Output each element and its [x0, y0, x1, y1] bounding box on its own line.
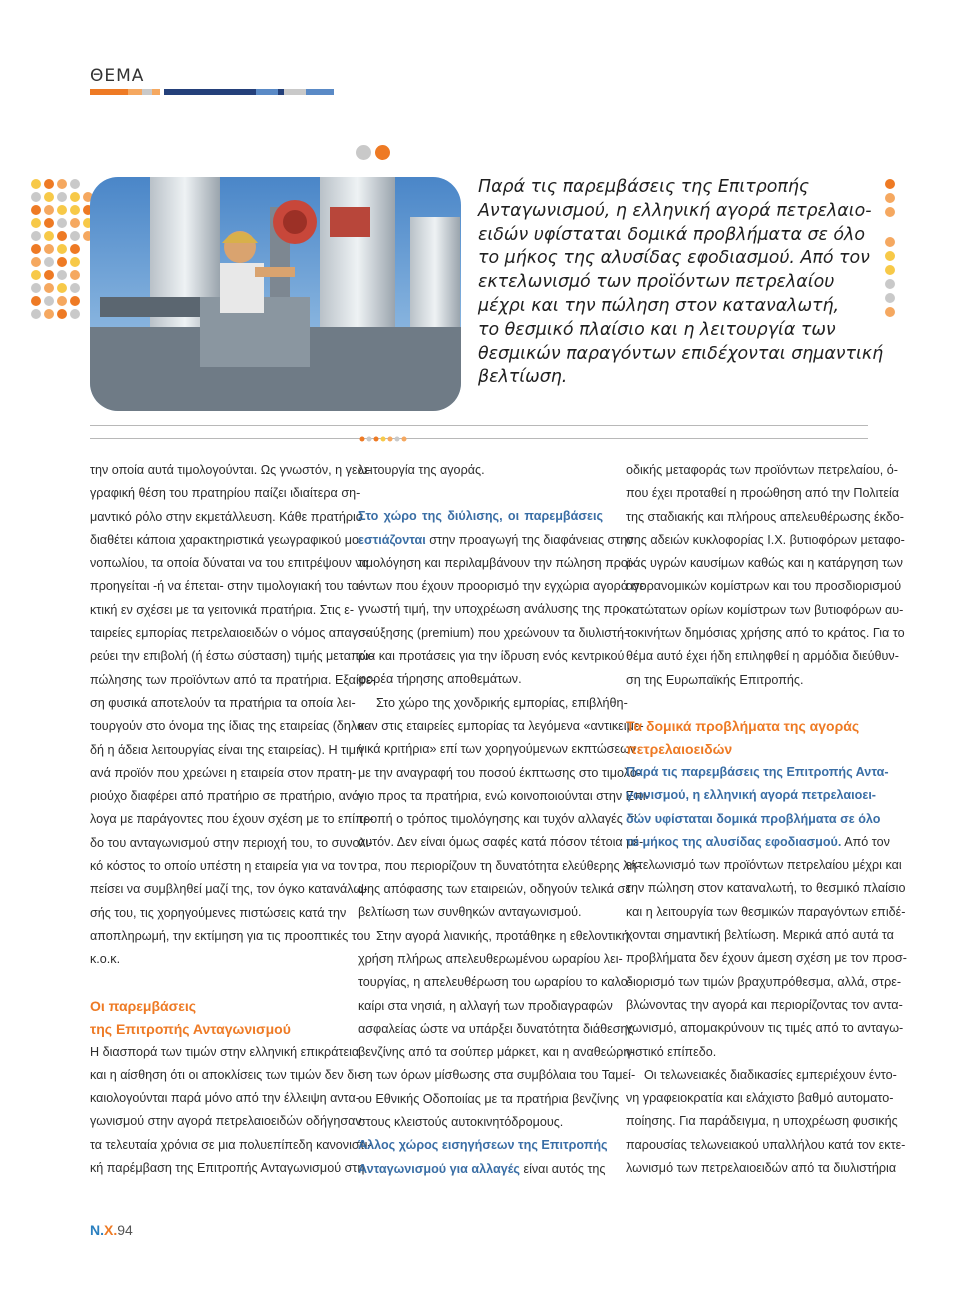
lead-in-bold: Άλλος χώρος εισηγήσεων της Επιτροπής: [358, 1138, 608, 1153]
text-line: ασφαλείας ώστε να υπάρξει δυνατότητα διάθεσης: [358, 1021, 634, 1036]
text-line: ση της Ευρωπαϊκής Επιτροπής.: [626, 672, 804, 687]
text-line: ση των όρων μίσθωσης στα συμβόλαια του Ταμεί-: [358, 1068, 636, 1083]
text-line: νοπωλίου, τα οποία δύναται να του επιτρέψουν να: [90, 556, 369, 571]
divider-bottom: [90, 438, 868, 439]
text-line: κτική εν σχέσει με τα γειτονικά πρατήρια. Στις ε-: [90, 602, 355, 617]
lead-line: Ανταγωνισμού, η ελληνική αγορά πετρελαιο-: [478, 200, 872, 221]
text-line: Η διασπορά των τιμών στην ελληνική επικράτεια: [90, 1044, 360, 1059]
column-1: [90, 459, 376, 1180]
section-heading: Τα δομικά προβλήματα της αγοράς: [626, 717, 860, 734]
text-line: πείσει να συμβληθεί μαζί της, τον όγκο κατανάλω-: [90, 882, 368, 897]
text-line: μαντικό ρόλο στην εκμετάλλευση. Κάθε πρατήριο: [90, 509, 363, 524]
right-dot-column: [884, 178, 898, 328]
bold-intro-line: Παρά τις παρεμβάσεις της Επιτροπής Αντα-: [626, 764, 889, 779]
bold-intro-line: δών υφίσταται δομικά προβλήματα σε όλο: [626, 811, 881, 826]
text-line: της σταδιακής και πλήρους απελευθέρωσης έκδο-: [626, 509, 904, 524]
text-line: οδικής μεταφοράς των προϊόντων πετρελαίου, ό-: [626, 463, 898, 477]
text-line: λειτουργία της αγοράς.: [358, 463, 485, 477]
text-line: διαθέτει κάποια χαρακτηριστικά γεωγραφικού μο-: [90, 532, 364, 547]
text-line: που έχει προταθεί η προώθηση από την Πολιτεία: [626, 486, 900, 501]
text-line: καίρι στα νησιά, η αλλαγή των προδιαγραφών: [358, 998, 613, 1013]
lead-line: το μήκος της αλυσίδας εφοδιασμού. Από τον: [478, 248, 870, 269]
text-line: λογα με παράγοντες που έχουν σχέση με το επίπε-: [90, 812, 374, 827]
page-number-prefix: Χ.: [104, 1222, 118, 1238]
text-line: ριούχο διαφέρει από πρατήριο σε πρατήριο, ανά-: [90, 789, 364, 804]
refinery-worker-photo: [90, 177, 461, 411]
text-line: ου Εθνικής Οδοποιίας με τα πρατήρια βενζίνης: [358, 1091, 620, 1106]
text-line: σης αδειών κυκλοφορίας Ι.Χ. βυτιοφόρων μεταφο-: [626, 532, 905, 547]
text-line: αυτόν. Δεν είναι όμως σαφές κατά πόσον τέτοια μέ-: [358, 835, 644, 850]
text-line: κ.ο.κ.: [90, 952, 121, 967]
text-line: ση φυσικά αποτελούν τα πρατήρια τα οποία λει-: [90, 695, 356, 710]
bold-intro-line: γωνισμού, η ελληνική αγορά πετρελαιοει-: [626, 788, 877, 803]
deco-dot: [356, 145, 371, 160]
section-label: ΘΕΜΑ: [90, 66, 145, 86]
deco-dot: [375, 145, 390, 160]
text-line: παρουσίας τελωνειακού υπαλλήλου κατά τον εκτε-: [626, 1137, 906, 1152]
lead-line: μέχρι και την πώληση στον καταναλωτή,: [478, 295, 840, 316]
text-line: κή παρέμβαση της Επιτροπής Ανταγωνισμού στη: [90, 1161, 365, 1176]
text-line: φορέα τήρησης αποθεμάτων.: [358, 672, 522, 687]
text-line: [358, 1158, 606, 1181]
text-line: ράς υγρών καυσίμων καθώς και η κατάργηση των: [626, 556, 903, 571]
text-line: βλώνοντας την αγορά και περιορίζοντας τον αντα-: [626, 997, 903, 1012]
lead-line: ειδών υφίσταται δομικά προβλήματα σε όλο: [478, 224, 865, 245]
text-line: βενζίνης από τα σούπερ μάρκετ, και η αναθεώρη-: [358, 1045, 635, 1060]
text-line: γραφική θέση του πρατηρίου παίζει ιδιαίτερα ση-: [90, 486, 361, 501]
text-line: λωνισμό των πετρελαιοειδών από τα διυλιστήρια: [626, 1161, 897, 1176]
text-line: με την αναγραφή του ποσού έκπτωσης στο τιμολό-: [358, 765, 642, 780]
text-line: προηγείται -ή να έπεται- στην τιμολογιακή του τα-: [90, 579, 364, 594]
text-line: τουργούν στο όνομα της ίδιας της εταιρείας (δηλα-: [90, 719, 369, 734]
text-line: ανά προϊόν που χρεώνει η εταιρεία στον πρατη-: [90, 765, 357, 780]
text-line: Οι τελωνειακές διαδικασίες εμπεριέχουν έντο-: [644, 1067, 897, 1082]
text-line: στους κλειστούς αυτοκινητόδρομους.: [358, 1115, 564, 1130]
text-line: προβλήματα δεν έχουν άμεση σχέση με τον προσ-: [626, 951, 907, 966]
text-line: την πώληση στον καταναλωτή, το θεσμικό πλαίσιο: [626, 881, 906, 896]
text-line: νιστικό επίπεδο.: [626, 1044, 717, 1059]
text-run: είναι αυτός της: [519, 1161, 606, 1176]
text-line: τρα, που περιορίζουν τη δυνατότητα ελεύθερης λή-: [358, 858, 641, 873]
section-heading: της Επιτροπής Ανταγωνισμού: [90, 1020, 291, 1037]
text-line: τουργίας, η απελευθέρωση του ωραρίου το καλο-: [358, 975, 632, 990]
text-line: Στην αγορά λιανικής, προτάθηκε η εθελοντική: [376, 928, 629, 943]
section-heading: Οι παρεμβάσεις: [90, 997, 197, 1014]
text-run: στην προαγωγή της διαφάνειας στην: [425, 532, 634, 547]
text-line: δή η άδεια λειτουργίας είναι της εταιρείας). Η τιμή: [90, 742, 364, 757]
text-line: Στο χώρο της χονδρικής εμπορίας, επιβλήθη-: [376, 695, 628, 710]
text-line: χονται σημαντική βελτίωση. Μερικά από αυτά τα: [626, 928, 894, 943]
section-heading: πετρελαιοειδών: [626, 740, 733, 757]
lead-line: βελτίωση.: [478, 367, 568, 388]
page-number: [90, 1222, 133, 1238]
text-line: δο του ανταγωνισμού στην περιοχή του, το συνολι-: [90, 835, 373, 850]
text-line: [626, 831, 890, 854]
text-line: [358, 529, 634, 552]
text-line: κό κόστος το οποίο υπέστη η εταιρεία για να τον: [90, 859, 357, 874]
text-line: νη γραφειοκρατία και ελάχιστο βαθμό αυτοματο-: [626, 1091, 894, 1106]
lead-in-bold: εστιάζονται: [358, 532, 426, 547]
page-number-prefix: Ν.: [90, 1222, 104, 1238]
text-line: χρήση πλήρως απελευθερωμένου ωραρίου λει-: [358, 951, 623, 966]
text-line: καιολογούνται παρά μόνο από την έλλειψη αντα-: [90, 1091, 360, 1106]
text-line: γιο προς τα πρατήρια, ενώ κοινοποιούνται στην Επι-: [358, 788, 650, 803]
text-line: γωνισμό, απομακρύνουν τις τιμές από το ανταγω-: [626, 1021, 904, 1036]
text-run: Από τον: [841, 834, 890, 849]
lead-line: το θεσμικό πλαίσιο και η λειτουργία των: [478, 319, 836, 340]
page-number-value: 94: [117, 1222, 133, 1238]
text-line: ρια και προτάσεις για την ίδρυση ενός κεντρικού: [358, 649, 625, 664]
lead-line: Παρά τις παρεμβάσεις της Επιτροπής: [478, 177, 810, 197]
text-line: εκτελωνισμό των προϊόντων πετρελαίου μέχρι και: [626, 858, 902, 873]
text-line: τα τελευταία χρόνια σε μια πολυεπίπεδη κανονιστι-: [90, 1137, 372, 1152]
text-line: βελτίωση των συνθηκών ανταγωνισμού.: [358, 905, 582, 920]
text-line: καν στις εταιρείες εμπορίας τα λεγόμενα «αντικειμε-: [358, 718, 644, 733]
text-line: κατώτατων ορίων κομίστρων των βυτιοφόρων αυ-: [626, 602, 904, 617]
text-line: σής του, τις χορηγούμενες πιστώσεις κατά την: [90, 905, 347, 920]
text-line: ρεύει την επιβολή (ή έστω σύσταση) τιμής μεταπώ-: [90, 649, 374, 664]
lead-in-bold: Ανταγωνισμού για αλλαγές: [358, 1161, 520, 1176]
text-line: τοκινήτων δημόσιας χρήσης από το κράτος. Για το: [626, 626, 905, 641]
text-line: [358, 1134, 608, 1157]
text-line: διορισμό των τιμών βραχυπρόθεσμα, αλλά, στρε-: [626, 974, 902, 989]
text-line: ταιρείες εμπορίας πετρελαιοειδών ο νόμος απαγο-: [90, 626, 370, 641]
lead-in-bold: Στο χώρο της διύλισης, οι παρεμβάσεις: [358, 509, 603, 524]
text-line: [358, 505, 603, 528]
text-line: πώλησης των προϊόντων από τα πρατήρια. Εξαίρε-: [90, 672, 376, 687]
lead-line: θεσμικών παραγόντων επιδέχονται σημαντική: [478, 343, 884, 364]
text-line: ποίησης. Για παράδειγμα, η υποχρέωση φυσικής: [626, 1114, 898, 1129]
divider-dots: [359, 430, 409, 438]
column-2: [358, 459, 650, 1181]
color-strip: [90, 89, 334, 95]
text-line: τιμολόγηση και περιλαμβάνουν την πώληση προϊ-: [358, 555, 635, 570]
text-line: γνωστή τιμή, την υποχρέωση ανάλυσης της προ-: [358, 602, 631, 617]
text-line: την οποία αυτά τιμολογούνται. Ως γνωστόν, η γεω-: [90, 463, 372, 477]
text-line: όντων που έχουν προορισμό την εγχώρια αγορά σε: [358, 579, 645, 594]
text-line: σαύξησης (premium) που χρεώνουν τα διυλιστή-: [358, 625, 629, 640]
divider-top: [90, 425, 868, 426]
text-line: θέμα αυτό έχει ήδη επιληφθεί η αρμόδια διεύθυν-: [626, 649, 899, 664]
text-line: γωνισμού στην αγορά πετρελαιοειδών οδήγησαν: [90, 1114, 362, 1129]
bold-intro-line: το μήκος της αλυσίδας εφοδιασμού.: [626, 834, 842, 849]
text-line: ψης απόφασης των εταιρειών, οδηγούν τελικά σε: [358, 882, 631, 897]
text-line: τροπή ο τρόπος τιμολόγησης και τυχόν αλλαγές σ': [358, 812, 637, 827]
text-line: αγορανομικών κομίστρων και του προσδιορισμού: [626, 579, 902, 594]
text-line: αποπληρωμή, την εκτίμηση για τις προοπτικές του: [90, 928, 371, 943]
column-3: [626, 459, 907, 1180]
text-line: και η αίσθηση ότι οι αποκλίσεις των τιμών δεν δι-: [90, 1067, 362, 1082]
text-line: νικά κριτήρια» επί των χορηγούμενων εκπτώσεων: [358, 742, 637, 757]
text-line: και η λειτουργία των θεσμικών παραγόντων επιδέ-: [626, 904, 906, 919]
lead-line: εκτελωνισμό των προϊόντων πετρελαίου: [478, 272, 835, 293]
lead-paragraph: [478, 176, 884, 390]
